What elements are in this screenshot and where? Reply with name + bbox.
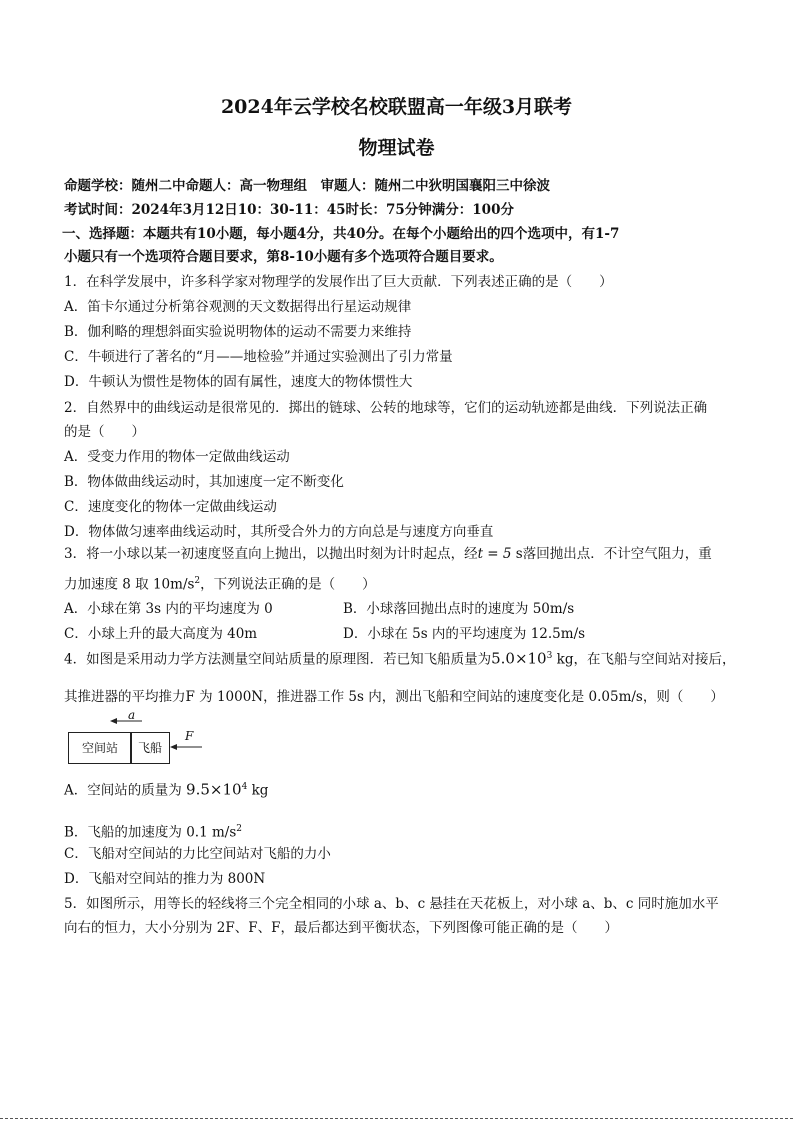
q3-stem-line-1 [64, 545, 712, 563]
q4-option-a-value: 9.5×10 [186, 780, 242, 799]
acceleration-label: a [128, 708, 136, 722]
section-heading-line-1: 一、选择题：本题共有10小题，每小题4分，共40分。在每个小题给出的四个选项中，有1-7 [62, 226, 620, 242]
q4-option-b-text: B．飞船的加速度为 0.1 m/s [64, 824, 237, 841]
q3-stem-text-a: 3．将一小球以某一初速度竖直向上抛出，以抛出时刻为计时起点，经 [64, 546, 478, 562]
q1-option-d: D．牛顿认为惯性是物体的固有属性，速度大的物体惯性大 [64, 374, 413, 390]
q2-option-a: A．受变力作用的物体一定做曲线运动 [64, 449, 290, 465]
q2-option-b: B．物体做曲线运动时，其加速度一定不断变化 [64, 474, 344, 490]
q4-stem-text-a: 4．如图是采用动力学方法测量空间站质量的原理图．若已知飞船质量为 [64, 651, 492, 668]
page-bottom-rule [0, 1118, 793, 1119]
acceleration-arrowhead [110, 718, 117, 724]
q3-option-c: C．小球上升的最大高度为 40m [64, 626, 258, 642]
q5-stem-line-1: 5．如图所示，用等长的轻线将三个完全相同的小球 a、b、c 悬挂在天花板上，对小球 a、b、c 同时施加水平 [64, 896, 719, 912]
q4-stem-line-1 [64, 647, 735, 669]
q4-option-c: C．飞船对空间站的力比空间站对飞船的力小 [64, 846, 331, 862]
section-heading-line-2: 小题只有一个选项符合题目要求，第8-10小题有多个选项符合题目要求。 [64, 249, 503, 265]
q2-option-c: C．速度变化的物体一定做曲线运动 [64, 499, 277, 515]
force-arrowhead [170, 744, 177, 750]
exam-subtitle: 物理试卷 [358, 137, 435, 159]
q1-option-b: B．伽利略的理想斜面实验说明物体的运动不需要力来维持 [64, 324, 412, 340]
q4-ship-mass-exponent: 3 [546, 651, 553, 661]
q1-stem: 1．在科学发展中，许多科学家对物理学的发展作出了巨大贡献．下列表述正确的是（ ） [64, 274, 613, 290]
q3-option-b: B．小球落回抛出点时的速度为 50m/s [343, 601, 575, 617]
q3-option-a: A．小球在第 3s 内的平均速度为 0 [64, 601, 273, 617]
exam-title: 2024年云学校名校联盟高一年级3月联考 [220, 96, 573, 118]
info-line-2: 考试时间：2024年3月12日10：30-11：45时长：75分钟满分：100分 [64, 202, 514, 218]
q4-option-b-exponent: 2 [236, 824, 242, 834]
q3-time-expr: t = 5 [477, 546, 512, 562]
q4-stem-text-b: kg，在飞船与空间站对接后， [552, 651, 736, 668]
spaceship-box: 飞船 [130, 732, 170, 764]
q4-diagram [64, 708, 214, 772]
q2-stem-line-1: 2．自然界中的曲线运动是很常见的．掷出的链球、公转的地球等，它们的运动轨迹都是曲线．下列说法正确 [64, 400, 708, 416]
q4-option-b [64, 820, 242, 842]
q3-stem-line-2 [64, 572, 376, 594]
q4-option-a-unit: kg [247, 782, 269, 799]
space-station-box: 空间站 [68, 732, 132, 764]
q4-option-a [64, 778, 268, 800]
q5-stem-line-2: 向右的恒力，大小分别为 2F、F、F，最后都达到平衡状态，下列图像可能正确的是（ ） [64, 920, 618, 936]
q3-exponent: 2 [194, 576, 201, 586]
q3-option-d: D．小球在 5s 内的平均速度为 12.5m/s [343, 626, 586, 642]
q4-stem-line-2: 其推进器的平均推力F 为 1000N，推进器工作 5s 内，测出飞船和空间站的速度变化是 0.05m/s，则（ ） [64, 689, 724, 705]
q4-option-a-exponent: 4 [241, 782, 248, 792]
q4-option-d: D．飞船对空间站的推力为 800N [64, 871, 266, 887]
q2-option-d: D．物体做匀速率曲线运动时，其所受合外力的方向总是与速度方向垂直 [64, 524, 494, 540]
q4-ship-mass: 5.0×10 [491, 649, 547, 668]
q3-stem-text-d: ，下列说法正确的是（ ） [200, 576, 376, 593]
info-line-1: 命题学校：随州二中命题人：高一物理组 审题人：随州二中狄明国襄阳三中徐波 [64, 178, 550, 194]
q1-option-c: C．牛顿进行了著名的“月——地检验”并通过实验测出了引力常量 [64, 349, 453, 365]
q2-stem-line-2: 的是（ ） [64, 424, 145, 440]
force-label: F [185, 729, 194, 743]
q1-option-a: A．笛卡尔通过分析第谷观测的天文数据得出行星运动规律 [64, 299, 412, 315]
q3-stem-text-b: s落回抛出点．不计空气阻力，重 [511, 546, 712, 562]
q4-option-a-text: A．空间站的质量为 [64, 782, 187, 799]
q3-stem-text-c: 力加速度 8 取 10m/s [64, 576, 195, 593]
